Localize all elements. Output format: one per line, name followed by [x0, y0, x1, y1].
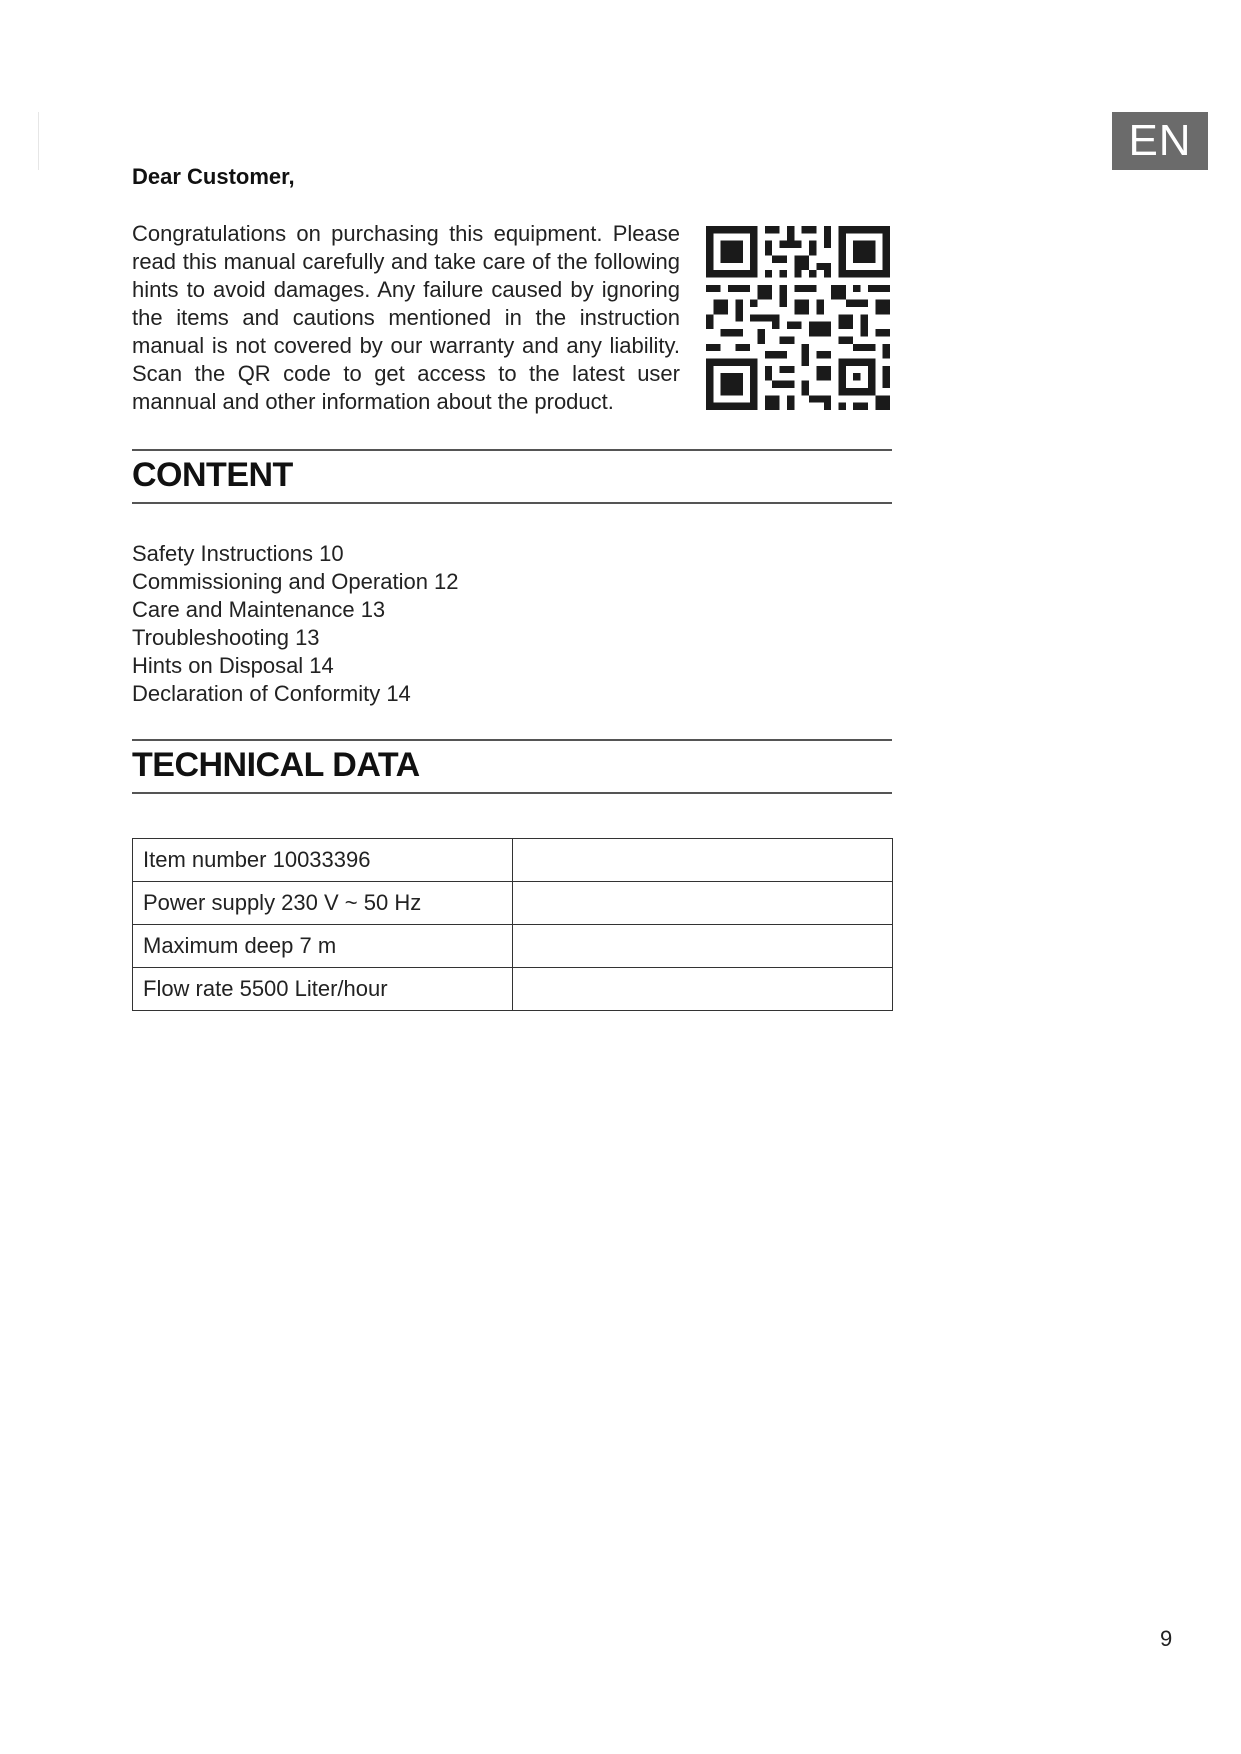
margin-line — [38, 112, 39, 170]
table-row — [133, 968, 893, 1011]
technical-data-bottom-rule — [132, 792, 892, 794]
toc-item: Hints on Disposal 14 — [132, 653, 334, 678]
content-heading: CONTENT — [132, 456, 293, 494]
table-cell — [513, 968, 893, 1011]
toc-item: Care and Maintenance 13 — [132, 597, 386, 622]
technical-data-heading: TECHNICAL DATA — [132, 746, 420, 784]
table-cell: Maximum deep 7 m — [133, 925, 513, 968]
technical-data-top-rule — [132, 739, 892, 741]
intro-paragraph: Congratulations on purchasing this equipment. Please read this manual carefully and take care of the following hints to avoid damages. Any failure caused by ignoring the items and cautions mentioned in the instruction manual is not covered by our warranty and any liability. Scan the QR code to get access to the latest user mannual and other information about the product. — [132, 221, 680, 414]
qr-code-icon — [706, 225, 890, 411]
table-cell — [513, 839, 893, 882]
table-cell: Item number 10033396 — [133, 839, 513, 882]
content-top-rule — [132, 449, 892, 451]
toc-item: Troubleshooting 13 — [132, 625, 320, 650]
language-tab: EN — [1112, 112, 1208, 170]
table-cell — [513, 925, 893, 968]
table-cell: Flow rate 5500 Liter/hour — [133, 968, 513, 1011]
toc-item: Declaration of Conformity 14 — [132, 681, 411, 706]
page-number: 9 — [1160, 1626, 1173, 1651]
table-cell: Power supply 230 V ~ 50 Hz — [133, 882, 513, 925]
table-of-contents — [132, 540, 459, 708]
technical-data-table — [132, 838, 893, 1011]
toc-item: Commissioning and Operation 12 — [132, 569, 459, 594]
greeting: Dear Customer, — [132, 164, 295, 189]
table-row — [133, 925, 893, 968]
toc-item: Safety Instructions 10 — [132, 541, 344, 566]
table-row — [133, 839, 893, 882]
content-bottom-rule — [132, 502, 892, 504]
table-row — [133, 882, 893, 925]
table-cell — [513, 882, 893, 925]
